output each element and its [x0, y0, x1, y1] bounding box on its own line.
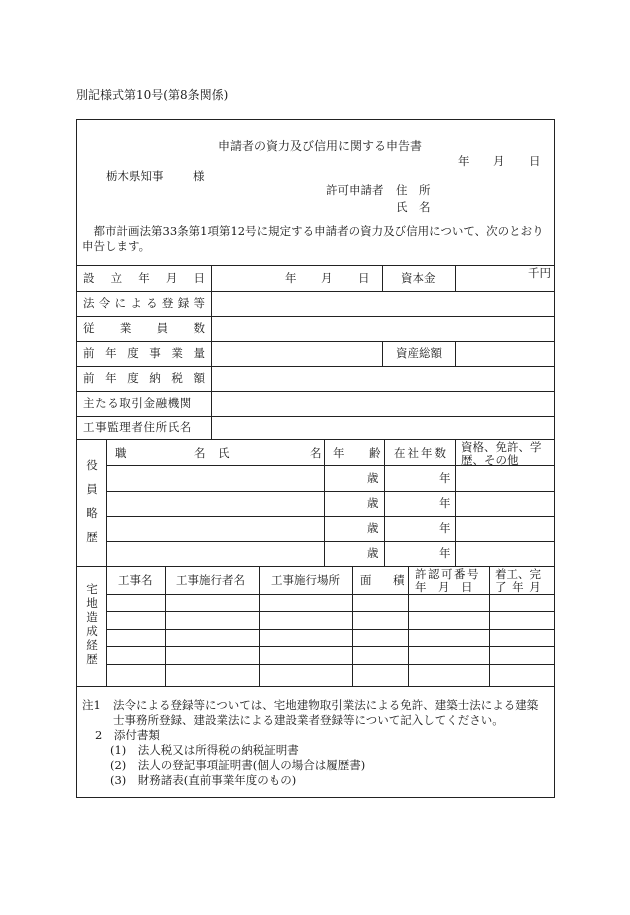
capital-value[interactable] — [456, 280, 554, 291]
officers-col-qual-line-2: 歴、その他 — [461, 453, 519, 467]
bank-label: 主たる取引金融機関 — [83, 396, 192, 410]
works-col-work-name: 工事名 — [118, 573, 153, 587]
form-number: 別記様式第10号(第8条関係) — [76, 88, 229, 102]
officer-age-unit: 歳 — [367, 471, 379, 485]
prev-sales-label: 前 年 度 事 業 量 — [83, 346, 205, 360]
date-day-label: 日 — [529, 154, 541, 168]
established-month: 月 — [321, 271, 333, 285]
officer-tenure-unit: 年 — [439, 521, 451, 535]
officer-tenure-unit: 年 — [439, 496, 451, 510]
officer-tenure-unit: 年 — [439, 546, 451, 560]
total-assets-label: 資産総額 — [396, 346, 442, 360]
honorific: 様 — [193, 169, 205, 183]
capital-unit: 千円 — [528, 266, 551, 280]
officer-age-unit: 歳 — [367, 546, 379, 560]
officers-col-position-suffix: 名 — [194, 446, 206, 460]
addressee: 栃木県知事 — [106, 169, 164, 183]
address-label: 住 所 — [396, 183, 431, 197]
officers-col-name-suffix: 名 — [310, 446, 322, 460]
name-label: 氏 名 — [396, 200, 431, 214]
note2-heading: 2 添付書類 — [95, 728, 160, 742]
works-col-area-b: 積 — [393, 573, 405, 587]
attachment-item-1: (1) 法人税又は所得税の納税証明書 — [110, 743, 299, 757]
statement-line-1: 都市計画法第33条第1項第12号に規定する申請者の資力及び信用について、次のとおり — [82, 224, 544, 238]
officers-col-qual-line-1: 資格、免許、学 — [461, 440, 542, 454]
established-year: 年 — [285, 271, 297, 285]
works-section-label: 宅 地 造 成 経 歴 — [86, 582, 98, 666]
officers-col-age-suffix: 齢 — [369, 446, 381, 460]
officers-col-tenure: 在社年数 — [394, 446, 448, 460]
form-title: 申請者の資力及び信用に関する申告書 — [218, 139, 423, 153]
declaration-form — [76, 119, 555, 798]
officer-age-unit: 歳 — [367, 496, 379, 510]
established-day: 日 — [358, 271, 370, 285]
works-col-start-line-1: 着工、完 — [495, 567, 541, 581]
date-month-label: 月 — [493, 154, 505, 168]
prev-tax-label: 前 年 度 納 税 額 — [83, 371, 205, 385]
attachment-item-3: (3) 財務諸表(直前事業年度のもの) — [110, 773, 297, 787]
works-col-start-line-2: 了 年 月 — [495, 580, 542, 594]
officers-col-age: 年 — [333, 446, 345, 460]
attachment-item-2: (2) 法人の登記事項証明書(個人の場合は履歴書) — [110, 758, 366, 772]
employees-label: 従 業 員 数 — [83, 321, 205, 335]
date-year-label: 年 — [458, 154, 470, 168]
applicant-label: 許可申請者 — [326, 183, 384, 197]
registration-label: 法 令 に よ る 登 録 等 — [83, 296, 205, 310]
officers-section-label: 役 員 略 歴 — [86, 458, 98, 544]
works-col-contractor: 工事施行者名 — [176, 573, 245, 587]
works-col-permit-line-1: 許認可番号 — [415, 567, 480, 581]
works-col-permit-line-2: 年 月 日 — [415, 580, 473, 594]
officers-col-position: 職 — [115, 446, 127, 460]
note1-prefix: 注1 — [82, 698, 101, 712]
officer-age-unit: 歳 — [367, 521, 379, 535]
note1-line-1: 法令による登録等については、宅地建物取引業法による免許、建築士法による建築 — [113, 698, 539, 712]
works-col-location: 工事施行場所 — [271, 573, 340, 587]
works-col-area-a: 面 — [360, 573, 372, 587]
supervisor-label: 工事監理者住所氏名 — [83, 420, 192, 434]
officers-col-name: 氏 — [218, 446, 230, 460]
statement-line-2: 申告します。 — [82, 239, 151, 253]
capital-label: 資本金 — [401, 271, 436, 285]
note1-line-2: 士事務所登録、建設業法による建設業者登録等について記入してください。 — [113, 713, 504, 727]
established-label: 設 立 年 月 日 — [83, 271, 205, 285]
officer-tenure-unit: 年 — [439, 471, 451, 485]
